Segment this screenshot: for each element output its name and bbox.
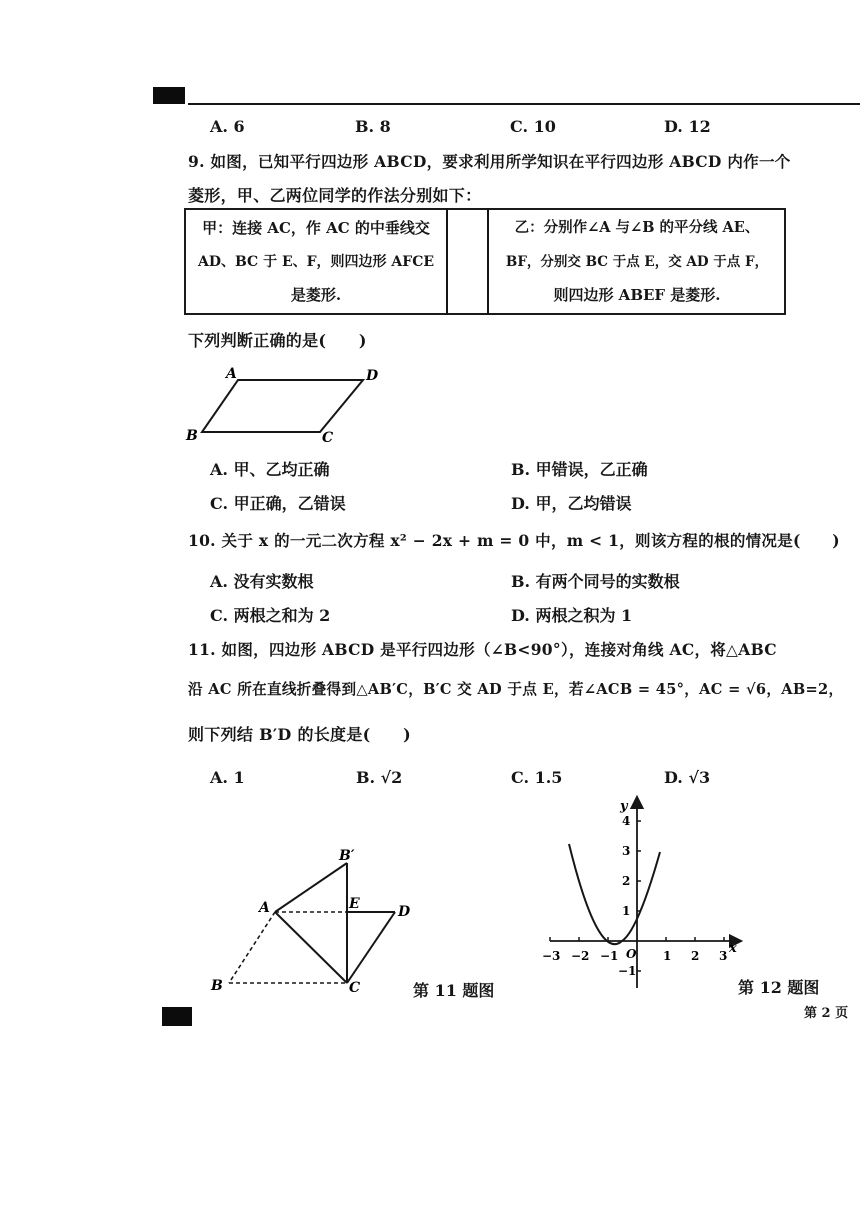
q11-option-a: A. 1 <box>210 768 245 787</box>
q11-option-c: C. 1.5 <box>511 768 563 787</box>
jia-method-line3: 是菱形. <box>290 286 342 304</box>
table-divider-left <box>446 208 448 315</box>
y-axis-label: y <box>620 799 628 814</box>
parabola-curve <box>569 844 660 944</box>
q10-option-b: B. 有两个同号的实数根 <box>511 572 680 591</box>
segment-ab-prime <box>275 863 347 912</box>
label-b: B <box>211 978 223 994</box>
parallelogram-abcd <box>202 380 363 432</box>
registration-mark-bottom <box>162 1007 192 1026</box>
yi-method-line2: BF，分别交 BC 于点 E，交 AD 于点 F， <box>505 254 769 270</box>
x-tick-label-1: 1 <box>663 949 672 963</box>
q11-stem-line1: 11. 如图，四边形 ABCD 是平行四边形（∠B<90°），连接对角线 AC，将△ABC <box>188 640 777 659</box>
x-tick-label-neg1: −1 <box>600 949 619 963</box>
q9-prompt: 下列判断正确的是( ) <box>188 331 367 350</box>
origin-label: O <box>626 947 637 961</box>
q9-parallelogram-figure <box>180 360 400 450</box>
yi-method-line1: 乙：分别作∠A 与∠B 的平分线 AE、 <box>514 219 760 236</box>
q8-option-c: C. 10 <box>510 117 556 136</box>
label-a: A <box>259 900 270 916</box>
q10-option-a: A. 没有实数根 <box>210 572 314 591</box>
q11-stem-line3: 则下列结 B′D 的长度是( ) <box>188 725 411 744</box>
label-b-prime: B′ <box>339 848 355 864</box>
q9-option-c: C. 甲正确，乙错误 <box>210 494 346 513</box>
q11-option-b: B. √2 <box>356 768 403 787</box>
label-d: D <box>398 904 411 920</box>
q8-option-d: D. 12 <box>664 117 711 136</box>
x-tick-label-3: 3 <box>719 949 728 963</box>
segment-dc <box>347 912 395 983</box>
q11-option-d: D. √3 <box>664 768 711 787</box>
segment-ac <box>275 912 347 983</box>
label-c: C <box>349 980 361 996</box>
x-tick-label-neg2: −2 <box>571 949 590 963</box>
y-tick-label-3: 3 <box>622 844 631 858</box>
q11-fold-figure <box>205 838 425 998</box>
q10-option-c: C. 两根之和为 2 <box>210 606 331 625</box>
y-tick-label-1: 1 <box>622 904 631 918</box>
q12-figure-caption: 第 12 题图 <box>738 978 820 997</box>
y-tick-label-2: 2 <box>622 874 631 888</box>
y-tick-label-neg1: −1 <box>618 964 637 978</box>
q9-stem-line1: 9. 如图，已知平行四边形 ABCD，要求利用所学知识在平行四边形 ABCD 内作一个 <box>188 152 791 171</box>
yi-method-line3: 则四边形 ABEF 是菱形. <box>553 286 721 304</box>
page-number: 第 2 页 <box>804 1006 849 1021</box>
jia-method-line2: AD、BC 于 E、F，则四边形 AFCE <box>197 254 435 270</box>
label-b: B <box>186 428 198 444</box>
registration-mark-top <box>153 87 185 104</box>
q9-option-b: B. 甲错误，乙正确 <box>511 460 648 479</box>
q8-option-a: A. 6 <box>210 117 245 136</box>
y-tick-label-4: 4 <box>622 814 631 828</box>
q9-stem-line2: 菱形，甲、乙两位同学的作法分别如下： <box>188 186 482 205</box>
x-tick-label-neg3: −3 <box>542 949 561 963</box>
q11-stem-line2: 沿 AC 所在直线折叠得到△AB′C，B′C 交 AD 于点 E，若∠ACB = 45°，AC = √6，AB=2， <box>188 681 844 698</box>
jia-method-line1: 甲：连接 AC，作 AC 的中垂线交 <box>202 219 430 237</box>
label-c: C <box>322 430 334 446</box>
x-axis-label: x <box>729 941 737 956</box>
segment-ab-dashed <box>229 912 275 983</box>
q9-option-a: A. 甲、乙均正确 <box>210 460 330 479</box>
q11-figure-caption: 第 11 题图 <box>413 981 495 1000</box>
q12-parabola-graph <box>540 792 745 992</box>
label-d: D <box>366 368 379 384</box>
q9-option-d: D. 甲，乙均错误 <box>511 494 632 513</box>
q10-stem: 10. 关于 x 的一元二次方程 x² − 2x + m = 0 中，m < 1，则该方程的根的情况是( ) <box>188 531 840 550</box>
x-tick-label-2: 2 <box>691 949 700 963</box>
label-a: A <box>226 366 237 382</box>
top-rule <box>188 103 860 105</box>
q8-option-b: B. 8 <box>355 117 391 136</box>
label-e: E <box>349 896 360 912</box>
q10-option-d: D. 两根之积为 1 <box>511 606 633 625</box>
